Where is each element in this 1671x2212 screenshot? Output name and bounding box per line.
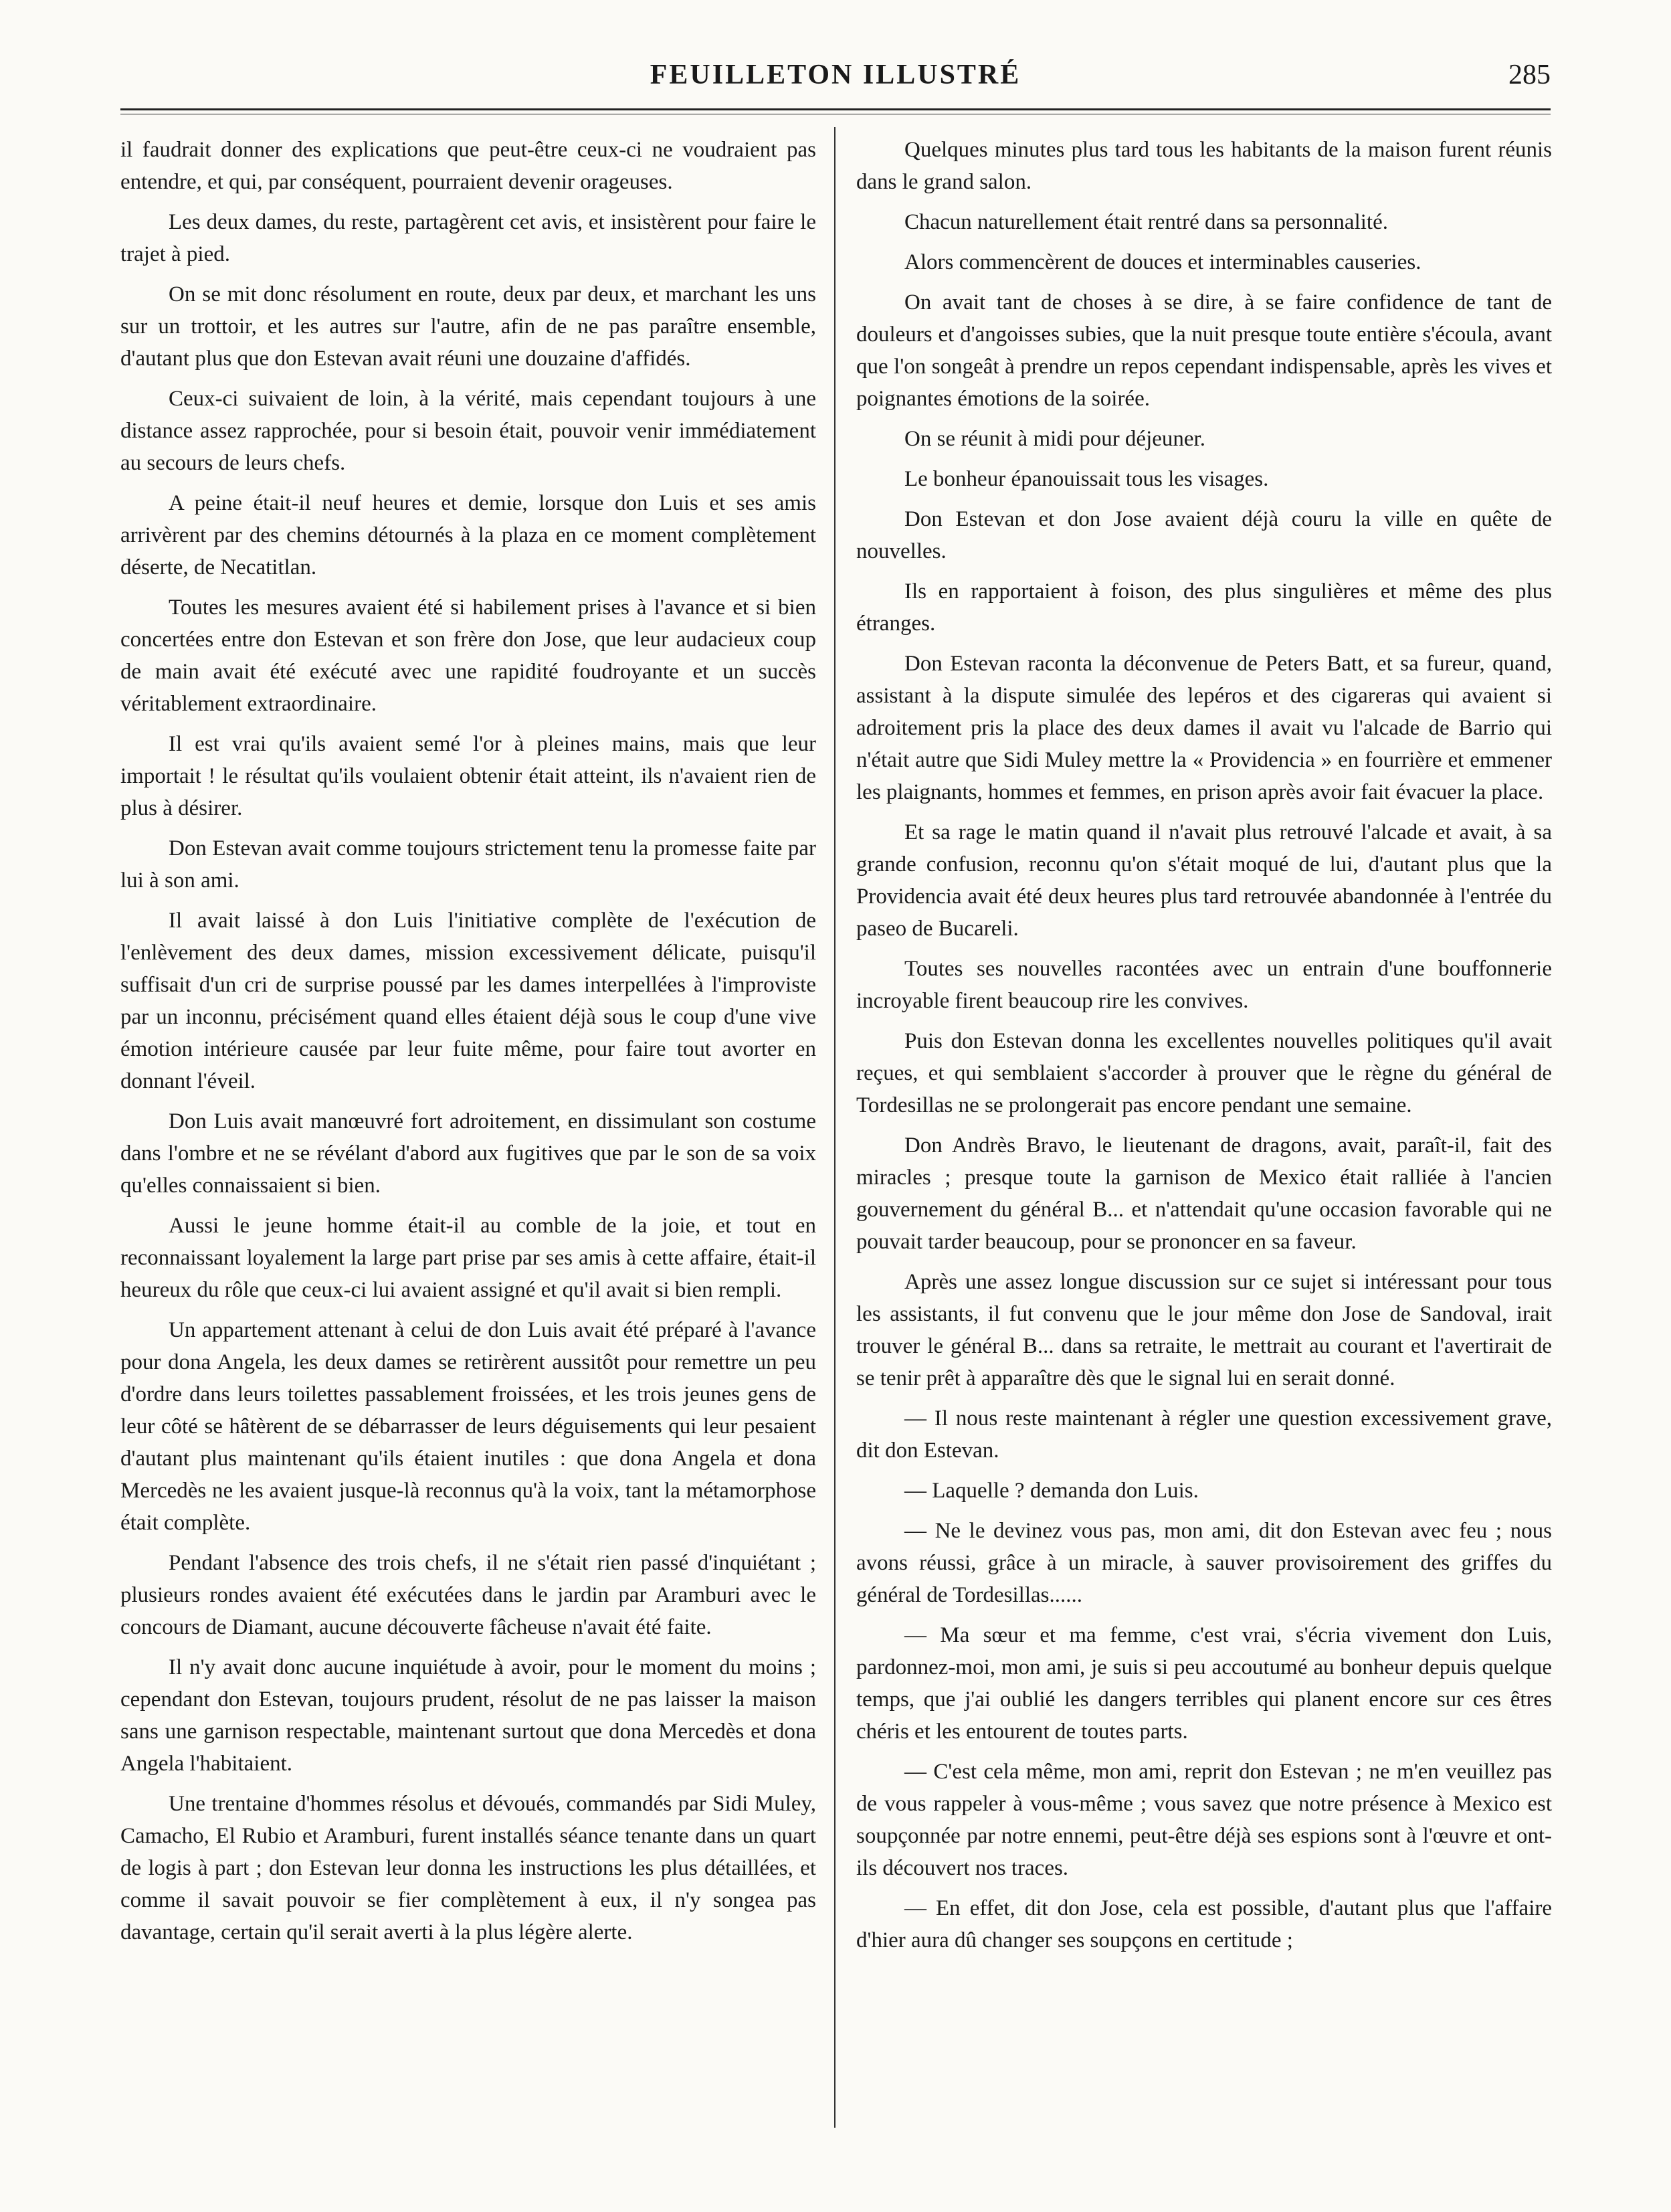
paragraph: A peine était-il neuf heures et demie, lorsque don Luis et ses amis arrivèrent par des chemins détournés à la plaza en ce moment complètement déserte, de Necatitlan. xyxy=(120,491,816,579)
paragraph: Alors commencèrent de douces et interminables causeries. xyxy=(904,250,1421,274)
paragraph: Don Estevan avait comme toujours strictement tenu la promesse faite par lui à son ami. xyxy=(120,836,816,893)
column-divider xyxy=(834,127,835,2128)
paragraph: — En effet, dit don Jose, cela est possible, d'autant plus que l'affaire d'hier aura dû changer ses soupçons en certitude ; xyxy=(856,1896,1552,1952)
paragraph: — Laquelle ? demanda don Luis. xyxy=(904,1479,1199,1503)
page-header xyxy=(120,59,1551,106)
paragraph: Don Estevan et don Jose avaient déjà couru la ville en quête de nouvelles. xyxy=(856,507,1552,563)
paragraph: On se mit donc résolument en route, deux par deux, et marchant les uns sur un trottoir, et les autres sur l'autre, afin de ne pas paraître ensemble, d'autant plus que don Estevan avait réuni une douzaine d'affidés. xyxy=(120,282,816,371)
paragraph: Ils en rapportaient à foison, des plus singulières et même des plus étranges. xyxy=(856,579,1552,636)
paragraph: Le bonheur épanouissait tous les visages. xyxy=(904,467,1269,491)
paragraph: On se réunit à midi pour déjeuner. xyxy=(904,427,1205,451)
paragraph: — Il nous reste maintenant à régler une question excessivement grave, dit don Estevan. xyxy=(856,1406,1552,1463)
paragraph: il faudrait donner des explications que peut-être ceux-ci ne voudraient pas entendre, et qui, par conséquent, pourraient devenir orageuses. xyxy=(120,138,816,194)
paragraph: Il est vrai qu'ils avaient semé l'or à pleines mains, mais que leur importait ! le résultat qu'ils voulaient obtenir était atteint, ils n'avaient rien de plus à désirer. xyxy=(120,732,816,820)
paragraph: Aussi le jeune homme était-il au comble de la joie, et tout en reconnaissant loyalement la large part prise par ses amis à cette affaire, était-il heureux du rôle que ceux-ci lui avaient assigné et qu'il avait si bien rempli. xyxy=(120,1214,816,1302)
paragraph: Il n'y avait donc aucune inquiétude à avoir, pour le moment du moins ; cependant don Estevan, toujours prudent, résolut de ne pas laisser la maison sans une garnison respectable, maintenant surtout que dona Mercedès et dona Angela l'habitaient. xyxy=(120,1655,816,1776)
paragraph: Don Estevan raconta la déconvenue de Peters Batt, et sa fureur, quand, assistant à la dispute simulée des lepéros et des cigareras qui avaient si adroitement pris la place des deux dames il avait vu l'alcade de Barrio qui n'était autre que Sidi Muley mettre la « Providencia » en fourrière et emmener les plaignants, hommes et femmes, en prison après avoir fait évacuer la place. xyxy=(856,652,1552,804)
paragraph: Les deux dames, du reste, partagèrent cet avis, et insistèrent pour faire le trajet à pied. xyxy=(120,210,816,266)
running-title: FEUILLETON ILLUSTRÉ xyxy=(650,60,1021,90)
paragraph: Don Luis avait manœuvré fort adroitement, en dissimulant son costume dans l'ombre et ne se révélant d'abord aux fugitives que par le son de sa voix qu'elles connaissaient si bien. xyxy=(120,1109,816,1198)
paragraph: — Ne le devinez vous pas, mon ami, dit don Estevan avec feu ; nous avons réussi, grâce à un miracle, à sauver provisoirement des griffes du général de Tordesillas...... xyxy=(856,1519,1552,1607)
right-column xyxy=(856,134,1552,2128)
paragraph: Un appartement attenant à celui de don Luis avait été préparé à l'avance pour dona Angela, les deux dames se retirèrent aussitôt pour remettre un peu d'ordre dans leurs toilettes passablement froissées, et les trois jeunes gens de leur côté se hâtèrent de se débarrasser de leurs déguisements qui leur pesaient d'autant plus maintenant qu'ils étaient inutiles : que dona Angela et dona Mercedès ne les avaient jusque-là reconnus qu'à la voix, tant la métamorphose était complète. xyxy=(120,1318,816,1535)
header-rule xyxy=(120,108,1551,110)
paragraph: Puis don Estevan donna les excellentes nouvelles politiques qu'il avait reçues, et qui semblaient s'accorder à prouver que le règne du général de Tordesillas ne se prolongerait pas encore pendant une semaine. xyxy=(856,1029,1552,1117)
paragraph: Don Andrès Bravo, le lieutenant de dragons, avait, paraît-il, fait des miracles ; presque toute la garnison de Mexico était ralliée à l'ancien gouvernement du général B... et n'attendait qu'une occasion favorable qui ne pouvait tarder beaucoup, pour se prononcer en sa faveur. xyxy=(856,1133,1552,1254)
paragraph: Pendant l'absence des trois chefs, il ne s'était rien passé d'inquiétant ; plusieurs rondes avaient été exécutées dans le jardin par Aramburi avec le concours de Diamant, aucune découverte fâcheuse n'avait été faite. xyxy=(120,1551,816,1639)
paragraph: — C'est cela même, mon ami, reprit don Estevan ; ne m'en veuillez pas de vous rappeler à vous-même ; vous savez que notre présence à Mexico est soupçonnée par notre ennemi, peut-être déjà ses espions sont à l'œuvre et ont-ils découvert nos traces. xyxy=(856,1760,1552,1880)
paragraph: Il avait laissé à don Luis l'initiative complète de l'exécution de l'enlèvement des deux dames, mission excessivement délicate, puisqu'il suffisait d'un cri de surprise poussé par les dames interpellées à l'improviste par un inconnu, précisément quand elles étaient déjà sous le coup d'une vive émotion intérieure causée par leur fuite même, pour faire tout avorter en donnant l'éveil. xyxy=(120,909,816,1093)
paragraph: — Ma sœur et ma femme, c'est vrai, s'écria vivement don Luis, pardonnez-moi, mon ami, je suis si peu accoutumé au bonheur depuis quelque temps, que j'ai oublié les dangers terribles qui planent encore sur ces êtres chéris et les entourent de toutes parts. xyxy=(856,1623,1552,1744)
page-number: 285 xyxy=(1508,60,1551,90)
paragraph: Après une assez longue discussion sur ce sujet si intéressant pour tous les assistants, il fut convenu que le jour même don Jose de Sandoval, irait trouver le général B... dans sa retraite, le mettrait au courant et l'avertirait de se tenir prêt à apparaître dès que le signal lui en serait donné. xyxy=(856,1270,1552,1390)
paragraph: Toutes les mesures avaient été si habilement prises à l'avance et si bien concertées entre don Estevan et son frère don Jose, que leur audacieux coup de main avait été exécuté avec une rapidité foudroyante et un succès véritablement extraordinaire. xyxy=(120,595,816,716)
left-column xyxy=(120,134,816,2128)
paragraph: Chacun naturellement était rentré dans sa personnalité. xyxy=(904,210,1388,234)
paragraph: Quelques minutes plus tard tous les habitants de la maison furent réunis dans le grand salon. xyxy=(856,138,1552,194)
paragraph: On avait tant de choses à se dire, à se faire confidence de tant de douleurs et d'angoisses subies, que la nuit presque toute entière s'écoula, avant que l'on songeât à prendre un repos cependant indispensable, après les vives et poignantes émotions de la soirée. xyxy=(856,290,1552,411)
paragraph: Et sa rage le matin quand il n'avait plus retrouvé l'alcade et avait, à sa grande confusion, reconnu qu'on s'était moqué de lui, d'autant plus que la Providencia avait été deux heures plus tard retrouvée abandonnée à l'entrée du paseo de Bucareli. xyxy=(856,820,1552,941)
paragraph: Une trentaine d'hommes résolus et dévoués, commandés par Sidi Muley, Camacho, El Rubio et Aramburi, furent installés séance tenante dans un quart de logis à part ; don Estevan leur donna les instructions les plus détaillées, et comme il savait pouvoir se fier complètement à eux, il n'y songea pas davantage, certain qu'il serait averti à la plus légère alerte. xyxy=(120,1792,816,1944)
paragraph: Toutes ses nouvelles racontées avec un entrain d'une bouffonnerie incroyable firent beaucoup rire les convives. xyxy=(856,957,1552,1013)
paragraph: Ceux-ci suivaient de loin, à la vérité, mais cependant toujours à une distance assez rapprochée, pour si besoin était, pouvoir venir immédiatement au secours de leurs chefs. xyxy=(120,387,816,475)
